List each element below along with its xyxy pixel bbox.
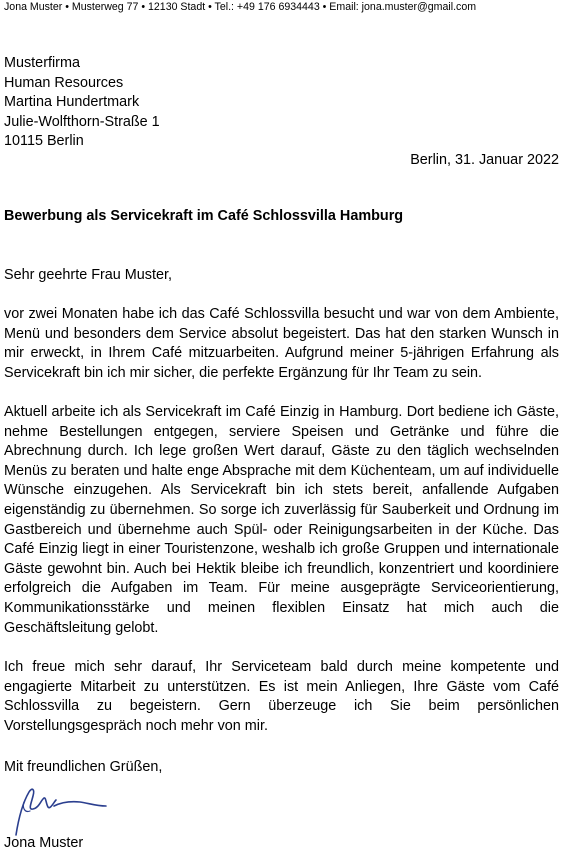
body-paragraph-2: Aktuell arbeite ich als Servicekraft im Café Einzig in Hamburg. Dort bediene ich Gäste, nehme Bestellungen entgegen, serviere Speisen und Getränke und führe die Abrechnung durch. Ich lege großen Wert darauf, Gäste zu den täglich wechselnden Menüs zu beraten und halte enge Absprache mit dem Küchenteam, um auf individuelle Wünsche einzugehen. Als Servicekraft bin ich stets bereit, anfallende Aufgaben eigenständig zu übernehmen. So sorge ich zuverlässig für Sauberkeit und Ordnung im Gastbereich und übernehme auch Spül- oder Reinigungsarbeiten in der Küche. Das Café Einzig liegt in einer Touristenzone, weshalb ich große Gruppen und internationale Gäste gewohnt bin. Auch bei Hektik bleibe ich freundlich, konzentriert und koordiniere erfolgreich die Aufgaben im Team. Für meine ausgeprägte Serviceorientierung, Kommunikationsstärke und meinen flexiblen Einsatz hat mich auch die Geschäftsleitung gelobt. [4, 404, 559, 636]
signature-stroke [54, 802, 106, 806]
recipient-city: 10115 Berlin [4, 133, 84, 150]
signer-name: Jona Muster [4, 835, 84, 851]
sender-contact-line: Jona Muster • Musterweg 77 • 12130 Stadt • Tel.: +49 176 6934443 • Email: jona.muster@gmail.com [4, 1, 477, 13]
signature-stroke [16, 789, 56, 835]
recipient-person: Martina Hundertmark [4, 94, 140, 111]
letter-subject: Bewerbung als Servicekraft im Café Schlossvilla Hamburg [4, 208, 404, 224]
letter-date: Berlin, 31. Januar 2022 [410, 152, 559, 168]
recipient-address [4, 54, 160, 152]
body-paragraph-1: vor zwei Monaten habe ich das Café Schlossvilla besucht und war von dem Ambiente, Menü und besonders dem Service absolut begeistert. Das hat den starken Wunsch in mir erweckt, in Ihrem Café mitzuarbeiten. Aufgrund meiner 5-jährigen Erfahrung als Servicekraft bin ich mir sicher, die perfekte Ergänzung für Ihr Team zu sein. [4, 306, 559, 381]
recipient-street: Julie-Wolfthorn-Straße 1 [4, 113, 160, 130]
handwritten-signature [2, 780, 122, 836]
body-paragraph-3: Ich freue mich sehr darauf, Ihr Serviceteam bald durch meine kompetente und engagierte Mitarbeit zu unterstützen. Es ist mein Anliegen, Ihre Gäste vom Café Schlossvilla zu begeistern. Gern überzeuge ich Sie beim persönlichen Vorstellungsgespräch noch mehr von mir. [4, 659, 559, 734]
salutation: Sehr geehrte Frau Muster, [4, 267, 172, 283]
recipient-department: Human Resources [4, 74, 124, 91]
recipient-company: Musterfirma [4, 55, 80, 71]
closing-phrase: Mit freundlichen Grüßen, [4, 759, 163, 775]
